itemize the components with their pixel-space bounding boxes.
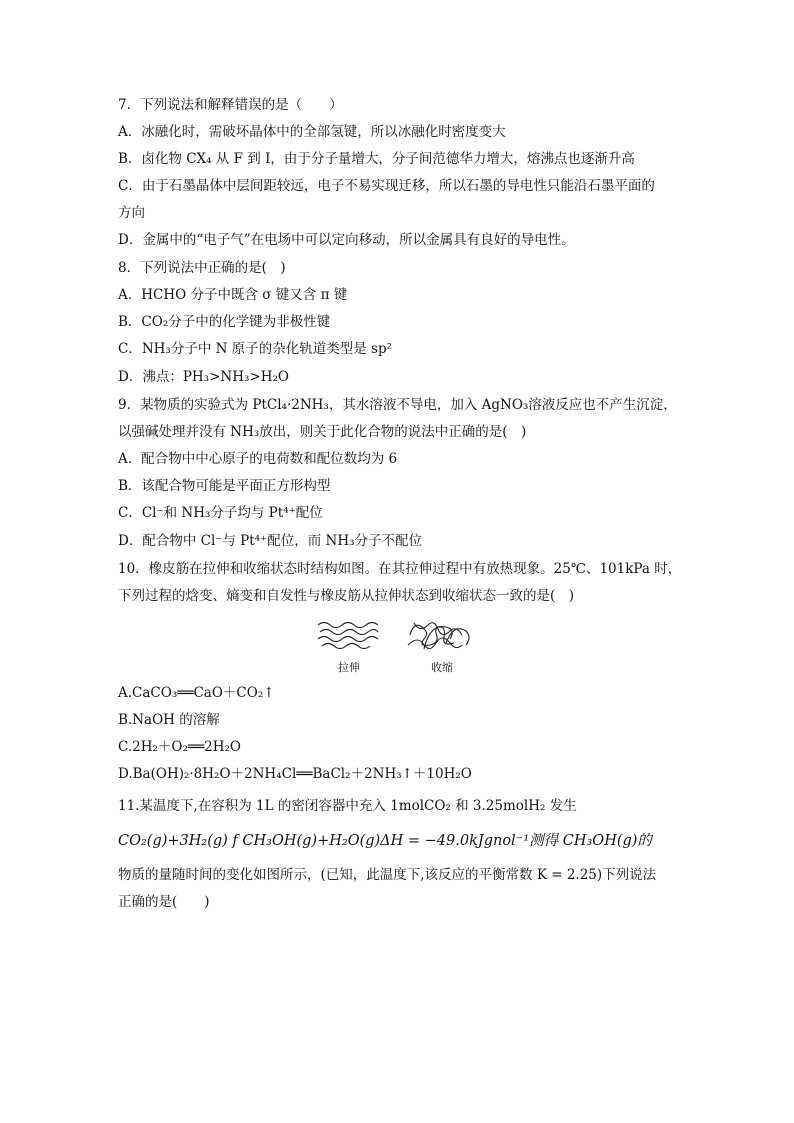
q10-stem-line1: 10．橡皮筋在拉伸和收缩状态时结构如图。在其拉伸过程中有放热现象。25℃、101kPa 时，	[118, 561, 682, 577]
q11-stem-line4: 正确的是( )	[118, 894, 210, 910]
q7-option-c-line1: C．由于石墨晶体中层间距较远，电子不易实现迁移，所以石墨的导电性只能沿石墨平面的	[118, 178, 655, 194]
q9-stem-line1: 9．某物质的实验式为 PtCl₄·2NH₃，其水溶液不导电，加入 AgNO₃溶液反应也不产生沉淀，	[118, 397, 677, 413]
q7-option-a: A．冰融化时，需破坏晶体中的全部氢键，所以冰融化时密度变大	[118, 124, 506, 140]
q11-stem-equation: CO₂(g)+3H₂(g) f CH₃OH(g)+H₂O(g)ΔH = −49.0kJgnol⁻¹测得 CH₃OH(g)的	[118, 833, 652, 849]
q7-stem: 7．下列说法和解释错误的是（ ）	[118, 97, 343, 113]
q11-stem-line1: 11.某温度下,在容积为 1L 的密闭容器中充入 1molCO₂ 和 3.25molH₂ 发生	[118, 798, 577, 814]
q7-option-d: D．金属中的“电子气”在电场中可以定向移动，所以金属具有良好的导电性。	[118, 232, 575, 248]
contracted-label: 收缩	[431, 661, 453, 674]
q9-option-c: C．Cl⁻和 NH₃分子均与 Pt⁴⁺配位	[118, 505, 323, 521]
q11-stem-line3: 物质的量随时间的变化如图所示，(已知，此温度下,该反应的平衡常数 K = 2.25)下列说法	[118, 867, 657, 883]
q7-option-c-line2: 方向	[118, 205, 145, 221]
q8-option-a: A．HCHO 分子中既含 σ 键又含 π 键	[118, 287, 348, 303]
stretched-chains	[318, 623, 378, 649]
q8-option-b: B．CO₂分子中的化学键为非极性键	[118, 314, 331, 330]
q9-option-d: D．配合物中 Cl⁻与 Pt⁴⁺配位，而 NH₃分子不配位	[118, 533, 423, 549]
q9-option-a: A．配合物中中心原子的电荷数和配位数均为 6	[118, 451, 398, 467]
q10-option-a: A.CaCO₃══CaO＋CO₂↑	[118, 685, 275, 701]
q9-option-b: B．该配合物可能是平面正方形构型	[118, 478, 331, 494]
rubber-band-structure-diagram	[314, 615, 484, 657]
q9-stem-line2: 以强碱处理并没有 NH₃放出，则关于此化合物的说法中正确的是( )	[118, 424, 527, 440]
q8-stem: 8．下列说法中正确的是( )	[118, 260, 286, 276]
q10-option-c: C.2H₂＋O₂══2H₂O	[118, 739, 241, 755]
rubber-band-figure	[314, 615, 484, 675]
q10-stem-line2: 下列过程的焓变、熵变和自发性与橡皮筋从拉伸状态到收缩状态一致的是( )	[118, 588, 575, 604]
q10-option-b: B.NaOH 的溶解	[118, 712, 220, 728]
q8-option-c: C．NH₃分子中 N 原子的杂化轨道类型是 sp²	[118, 341, 392, 357]
contracted-chains	[408, 623, 469, 649]
q10-option-d: D.Ba(OH)₂·8H₂O＋2NH₄Cl══BaCl₂＋2NH₃↑＋10H₂O	[118, 766, 472, 782]
stretched-label: 拉伸	[338, 661, 360, 674]
q8-option-d: D．沸点：PH₃>NH₃>H₂O	[118, 369, 289, 385]
q7-option-b: B．卤化物 CX₄ 从 F 到 I，由于分子量增大，分子间范德华力增大，熔沸点也逐渐升高	[118, 151, 635, 167]
